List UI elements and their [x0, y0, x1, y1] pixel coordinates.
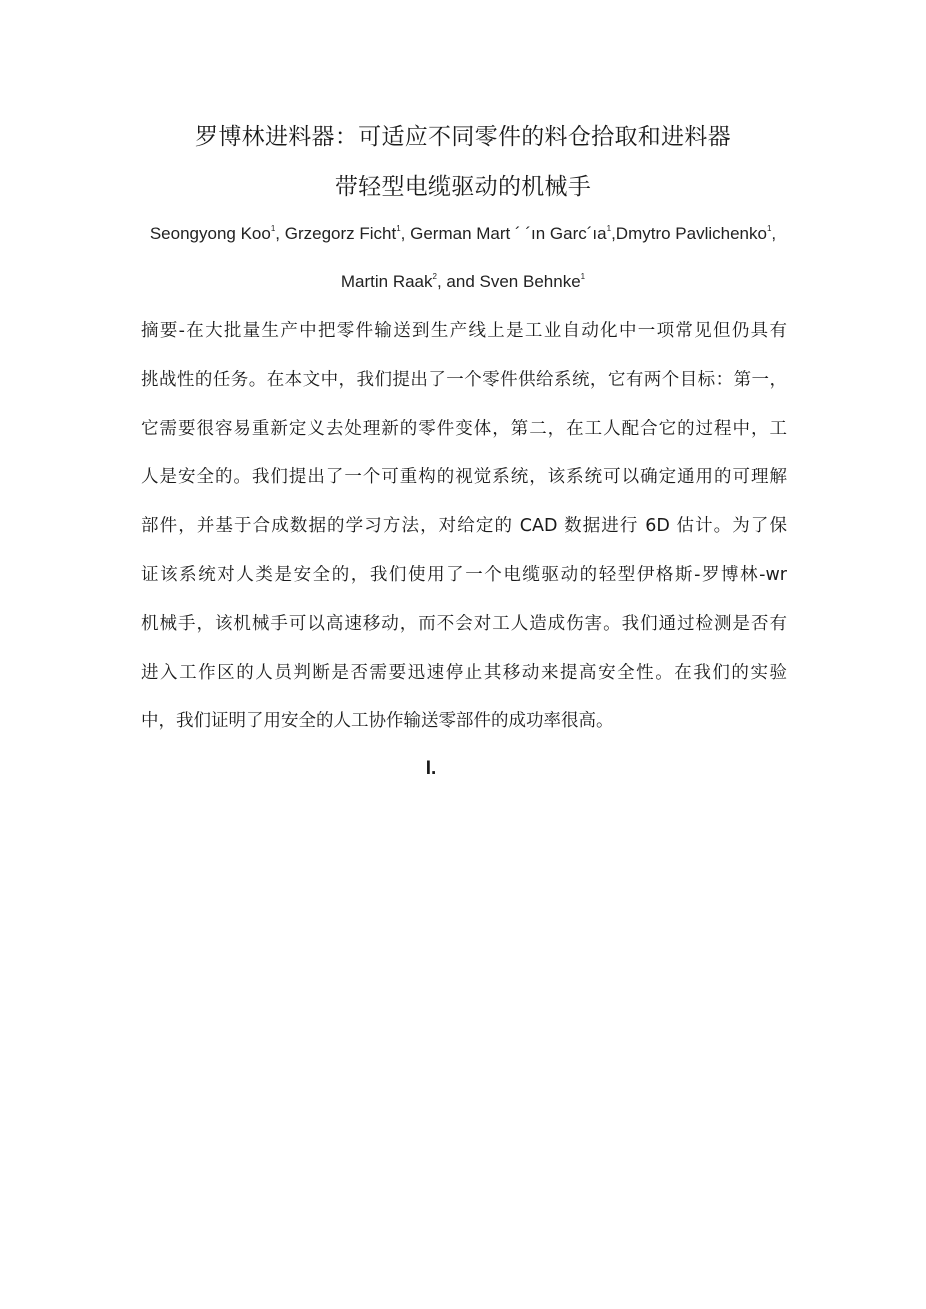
abstract-line: 它需要很容易重新定义去处理新的零件变体，第二，在工人配合它的过程中，工	[141, 418, 787, 439]
affiliation-mark: 1	[270, 224, 276, 233]
abstract-line: 进入工作区的人员判断是否需要迅速停止其移动来提高安全性。在我们的实验	[141, 662, 787, 683]
abstract-line: 中，我们证明了用安全的人工协作输送零部件的成功率很高。	[141, 711, 614, 732]
author-name: Seongyong Koo	[149, 224, 271, 243]
abstract	[141, 317, 787, 756]
author-separator: ,	[611, 224, 616, 243]
paper-title-line-1: 罗博林进料器：可适应不同零件的料仓拾取和进料器	[195, 124, 731, 150]
affiliation-mark: 1	[580, 272, 586, 281]
abstract-line: 证该系统对人类是安全的，我们使用了一个电缆驱动的轻型伊格斯-罗博林-wr	[141, 564, 787, 585]
affiliation-mark: 1	[766, 224, 772, 233]
author-name: Martin Raak	[340, 272, 433, 291]
section-heading: I.	[425, 758, 437, 779]
author-name: Dmytro Pavlichenko	[615, 224, 767, 243]
abstract-line: 挑战性的任务。在本文中，我们提出了一个零件供给系统，它有两个目标：第一，	[141, 369, 787, 390]
author-list-line-2	[0, 270, 926, 294]
affiliation-mark: 1	[606, 224, 612, 233]
abstract-line: 机械手，该机械手可以高速移动，而不会对工人造成伤害。我们通过检测是否有	[141, 613, 787, 634]
abstract-line: 摘要-在大批量生产中把零件输送到生产线上是工业自动化中一项常见但仍具有	[141, 321, 787, 341]
abstract-line: 人是安全的。我们提出了一个可重构的视觉系统，该系统可以确定通用的可理解	[141, 467, 787, 488]
author-name: Grzegorz Ficht	[284, 224, 397, 243]
abstract-line: 部件，并基于合成数据的学习方法，对给定的 CAD 数据进行 6D 估计。为了保	[141, 516, 787, 537]
author-separator: ,	[771, 224, 777, 243]
affiliation-mark: 1	[396, 224, 401, 233]
author-separator: , and	[436, 272, 480, 291]
author-name: Sven Behnke	[479, 272, 581, 291]
affiliation-mark: 2	[432, 272, 437, 281]
author-separator: ,	[275, 224, 285, 243]
author-name: German Mart ´ ´ın Garc´ıa	[410, 224, 607, 243]
paper-title-line-2: 带轻型电缆驱动的机械手	[334, 174, 592, 200]
author-list-line-1	[0, 222, 926, 246]
author-separator: ,	[400, 224, 411, 243]
